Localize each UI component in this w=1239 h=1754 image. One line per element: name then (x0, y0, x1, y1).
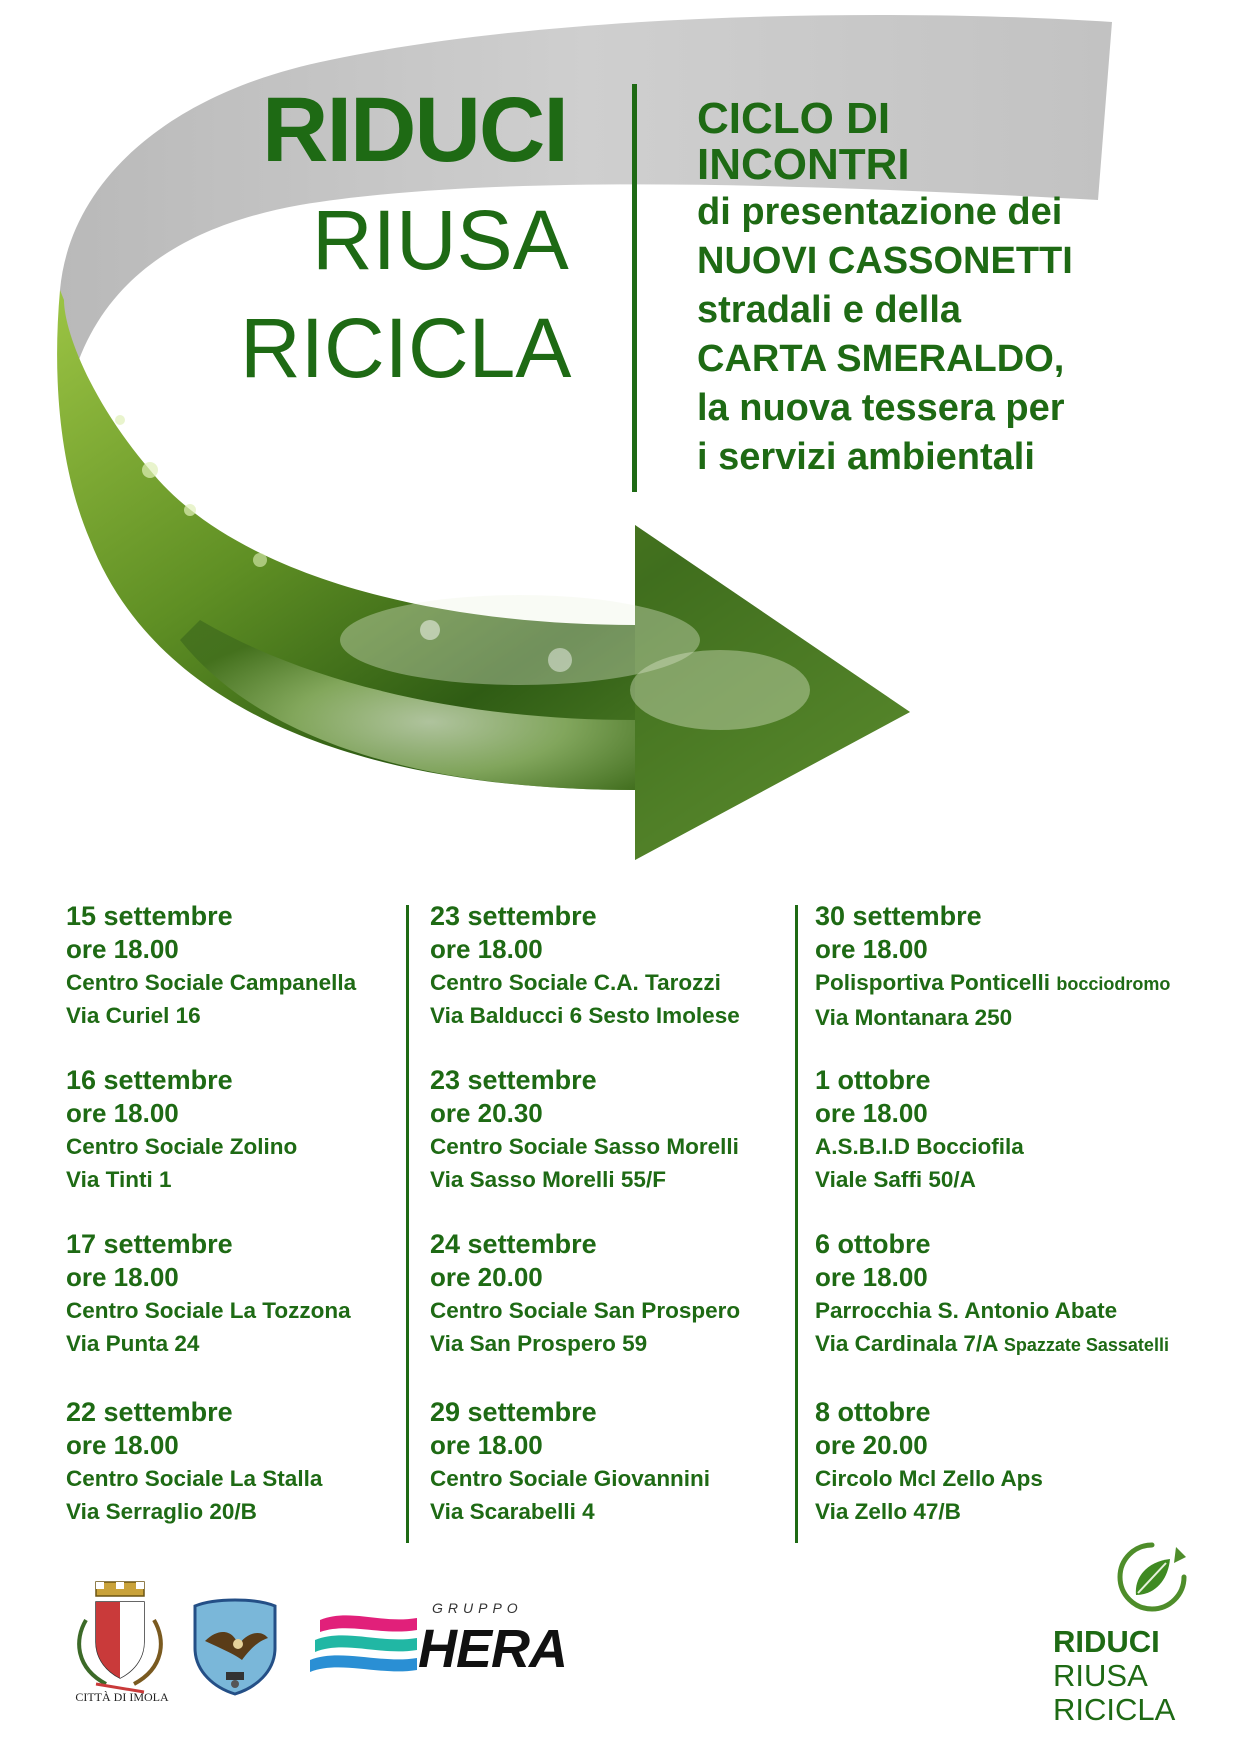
event-date: 23 settembre (430, 1065, 597, 1095)
event-item (66, 1228, 351, 1360)
event-time: ore 20.00 (430, 1262, 543, 1292)
event-date: 6 ottobre (815, 1229, 931, 1259)
event-address: Via Montanara 250 (815, 1005, 1013, 1030)
title-riusa: RIUSA (312, 193, 569, 287)
event-item (66, 900, 356, 1032)
description-line: la nuova tessera per (697, 387, 1065, 429)
event-address: Via San Prospero 59 (430, 1331, 648, 1356)
event-place: Circolo Mcl Zello Aps (815, 1466, 1043, 1491)
event-date: 22 settembre (66, 1397, 233, 1427)
event-time: ore 18.00 (815, 1262, 928, 1292)
event-time: ore 18.00 (66, 1430, 179, 1460)
event-item (430, 1228, 740, 1360)
footer-brand-riduci: RIDUCI (1053, 1624, 1160, 1659)
event-address: Via Punta 24 (66, 1331, 200, 1356)
subtitle-line: CICLO DI (697, 94, 891, 143)
description-line: i servizi ambientali (697, 436, 1035, 478)
event-time: ore 18.00 (815, 1098, 928, 1128)
event-place-row (815, 966, 1170, 1001)
event-date: 15 settembre (66, 901, 233, 931)
event-place: Centro Sociale Sasso Morelli (430, 1134, 739, 1159)
event-date: 29 settembre (430, 1397, 597, 1427)
event-address: Via Balducci 6 Sesto Imolese (430, 1003, 740, 1028)
recycle-leaf-icon (1112, 1537, 1192, 1617)
footer-brand-riusa: RIUSA (1053, 1658, 1148, 1693)
event-place: Polisportiva Ponticelli (815, 970, 1051, 995)
event-date: 24 settembre (430, 1229, 597, 1259)
event-time: ore 20.30 (430, 1098, 543, 1128)
title-ricicla: RICICLA (240, 301, 572, 395)
event-address: Via Serraglio 20/B (66, 1499, 257, 1524)
event-place: Centro Sociale Zolino (66, 1134, 298, 1159)
description-line: CARTA SMERALDO, (697, 338, 1065, 380)
event-place: Centro Sociale La Tozzona (66, 1298, 351, 1323)
event-time: ore 18.00 (815, 934, 928, 964)
event-address-note: Spazzate Sassatelli (1003, 1335, 1169, 1355)
event-date: 8 ottobre (815, 1397, 931, 1427)
event-time: ore 20.00 (815, 1430, 928, 1460)
city-crest-icon (66, 1580, 174, 1698)
event-item (815, 1228, 1169, 1362)
event-place: Parrocchia S. Antonio Abate (815, 1298, 1118, 1323)
event-item (430, 1396, 710, 1528)
event-item (815, 1064, 1024, 1196)
event-time: ore 18.00 (430, 1430, 543, 1460)
description-line: di presentazione dei (697, 191, 1063, 233)
event-item (430, 900, 740, 1032)
description-line: NUOVI CASSONETTI (697, 240, 1073, 282)
hera-wordmark: HERA (418, 1619, 568, 1679)
event-item (430, 1064, 739, 1196)
event-address: Via Scarabelli 4 (430, 1499, 595, 1524)
event-date: 16 settembre (66, 1065, 233, 1095)
header-divider (632, 84, 637, 492)
column-divider (795, 905, 798, 1543)
event-place-note: bocciodromo (1056, 974, 1171, 994)
hera-gruppo-label: GRUPPO (432, 1600, 523, 1616)
event-address: Via Tinti 1 (66, 1167, 172, 1192)
event-address: Via Sasso Morelli 55/F (430, 1167, 666, 1192)
event-time: ore 18.00 (66, 1098, 179, 1128)
event-date: 1 ottobre (815, 1065, 931, 1095)
event-place: Centro Sociale San Prospero (430, 1298, 741, 1323)
event-place: A.S.B.I.D Bocciofila (815, 1134, 1024, 1159)
title-riduci: RIDUCI (262, 79, 567, 181)
city-name-label: CITTÀ DI IMOLA (75, 1690, 169, 1704)
event-date: 30 settembre (815, 901, 982, 931)
event-address: Viale Saffi 50/A (815, 1167, 976, 1192)
event-item (815, 1396, 1043, 1528)
event-place: Centro Sociale La Stalla (66, 1466, 323, 1491)
event-time: ore 18.00 (66, 934, 179, 964)
footer-brand-ricicla: RICICLA (1053, 1692, 1176, 1727)
event-date: 17 settembre (66, 1229, 233, 1259)
event-time: ore 18.00 (430, 934, 543, 964)
event-address: Via Curiel 16 (66, 1003, 201, 1028)
event-address: Via Zello 47/B (815, 1499, 961, 1524)
event-item (66, 1396, 322, 1528)
event-description (697, 96, 1197, 482)
event-address-row (815, 1327, 1169, 1362)
eagle-badge-icon (190, 1596, 280, 1696)
event-place: Centro Sociale Campanella (66, 970, 357, 995)
event-place: Centro Sociale C.A. Tarozzi (430, 970, 721, 995)
event-item (66, 1064, 297, 1196)
event-date: 23 settembre (430, 901, 597, 931)
event-place: Centro Sociale Giovannini (430, 1466, 711, 1491)
description-line: stradali e della (697, 289, 962, 331)
event-time: ore 18.00 (66, 1262, 179, 1292)
column-divider (406, 905, 409, 1543)
subtitle-line: INCONTRI (697, 140, 910, 189)
event-address: Via Cardinala 7/A (815, 1331, 998, 1356)
event-item (815, 900, 1170, 1034)
